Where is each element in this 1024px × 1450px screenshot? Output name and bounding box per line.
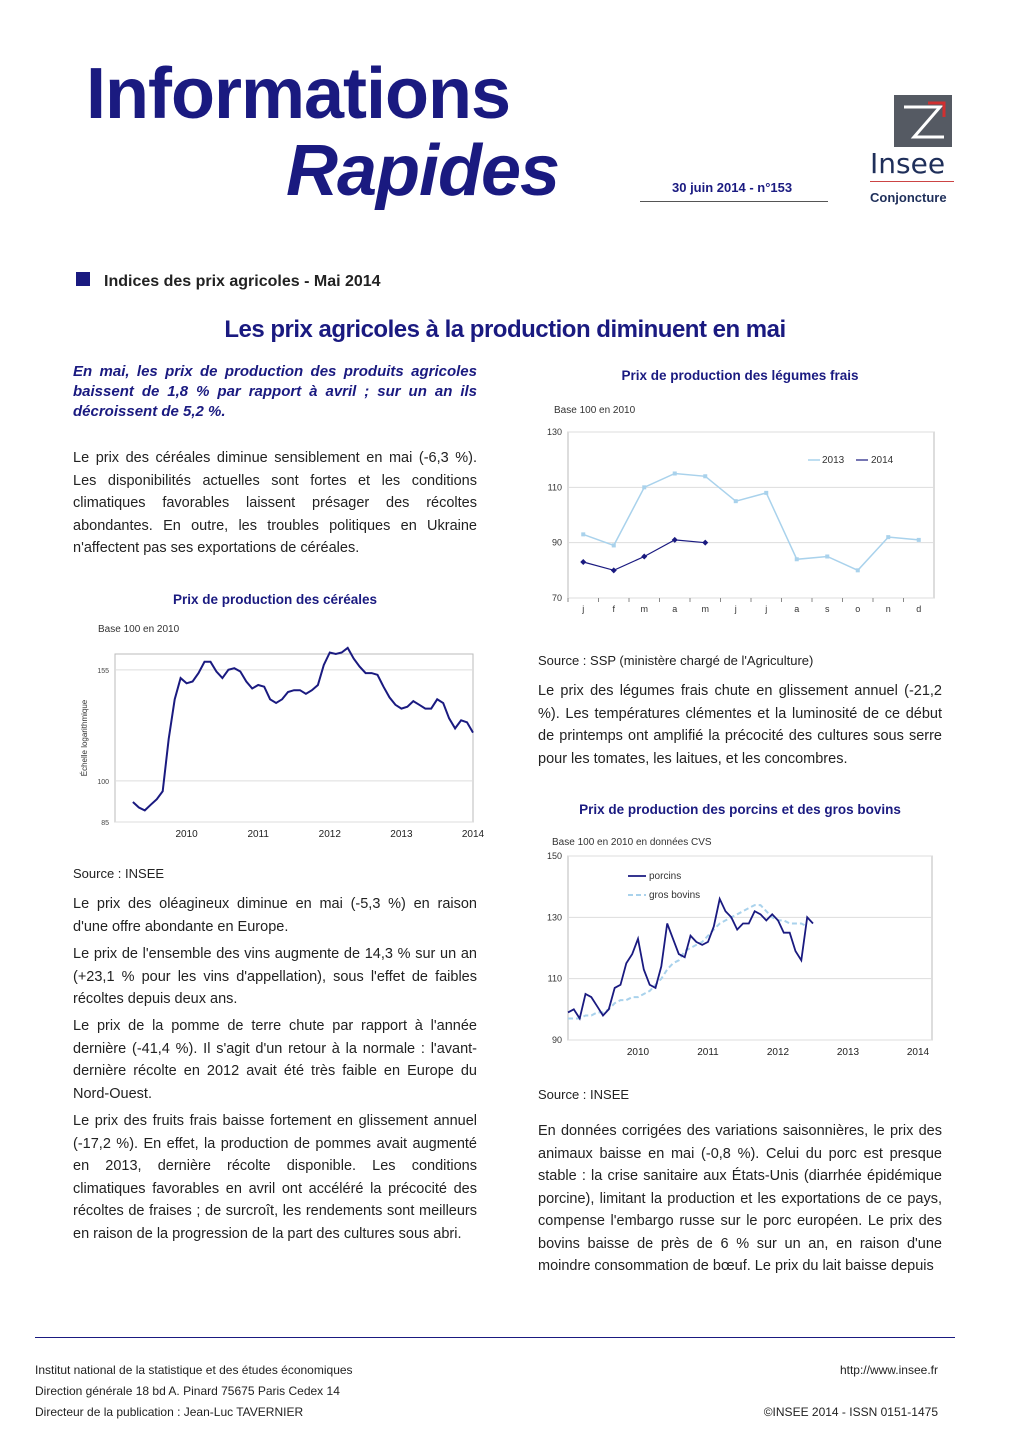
footer-url[interactable]: http://www.insee.fr [839, 1363, 938, 1377]
x-tick-label: a [794, 604, 800, 614]
data-point-2013 [581, 532, 585, 536]
lead-paragraph: En mai, les prix de production des produits agricoles baissent de 1,8 % par rapport à avril ; sur un an ils décroissent de 5,2 %. [73, 363, 477, 420]
y-tick-label: 90 [551, 1035, 562, 1045]
section-bullet-icon [76, 272, 90, 286]
footer-copyright: ©INSEE 2014 - ISSN 0151-1475 [763, 1405, 938, 1419]
data-point-2013 [825, 555, 829, 559]
x-tick-label: o [855, 604, 861, 614]
data-point-2013 [856, 568, 860, 572]
paragraph-cereales: Le prix des céréales diminue sensiblement en mai (-6,3 %). Les disponibilités actuelles sont fortes et les conditions climatiques favorables laissent présager des récoltes abondantes. En outre, les troubles politiques en Ukraine n'affectent pas ses exportations de céréales. [73, 450, 477, 556]
y-tick-label: 110 [547, 973, 562, 984]
y-tick-label: 130 [546, 427, 562, 437]
y-axis-label: Échelle logarithmique [80, 699, 89, 777]
x-tick-label: 2010 [175, 829, 198, 840]
logo-name: Insee [870, 147, 946, 180]
data-point-2013 [612, 543, 616, 547]
y-tick-label: 130 [546, 912, 562, 923]
series-line-cereales [133, 648, 473, 811]
paragraph-pomme-de-terre: Le prix de la pomme de terre chute par rapport à l'année dernière (-41,4 %). Il s'agit d'un retour à la normale : l'avant-dernière récolte en 2012 avait été très faible en Europe du Nord-Ouest. [73, 1018, 477, 1102]
source-legumes: Source : SSP (ministère chargé de l'Agriculture) [538, 653, 814, 668]
issue-underline [640, 201, 828, 202]
data-point-2014 [580, 559, 586, 565]
data-point-2013 [886, 535, 890, 539]
data-point-2013 [703, 474, 707, 478]
logo-subtitle: Conjoncture [870, 190, 947, 205]
y-tick-label: 70 [551, 593, 562, 603]
x-tick-label: j [765, 604, 768, 614]
chart-title-animaux: Prix de production des porcins et des gros bovins [579, 802, 901, 817]
paragraph-fruits: Le prix des fruits frais baisse fortement en glissement annuel (-17,2 %). En effet, la production de pommes avait augmenté en 2013, dernière récolte disponible. Les conditions climatiques favorables en avril ont accéléré la précocité des récoltes de fraises ; de surcroît, les rendements sont meilleurs en raison de la progression de la part des cultures sous abri. [73, 1113, 477, 1242]
chart-title-cereales: Prix de production des céréales [172, 592, 378, 607]
brand-title-line2: Rapides [286, 131, 560, 211]
data-point-2013 [764, 491, 768, 495]
data-point-2014 [611, 567, 617, 573]
x-tick-label: 2013 [836, 1047, 860, 1058]
data-point-2013 [673, 472, 677, 476]
chart-legumes [538, 422, 942, 627]
x-tick-label: a [672, 604, 678, 614]
footer-institute: Institut national de la statistique et des études économiques [35, 1363, 353, 1377]
x-tick-label: 2011 [247, 829, 269, 840]
data-point-2013 [795, 557, 799, 561]
x-tick-label: m [640, 604, 648, 614]
data-point-2013 [917, 538, 921, 542]
chart-cereales [73, 640, 485, 845]
x-tick-label: 2012 [766, 1047, 790, 1058]
y-tick-label: 155 [97, 667, 109, 675]
logo-divider [870, 181, 954, 182]
data-point-2013 [734, 499, 738, 503]
footer-divider [35, 1337, 955, 1338]
footer-director: Directeur de la publication : Jean-Luc TAVERNIER [35, 1405, 304, 1419]
section-title: Indices des prix agricoles - Mai 2014 [104, 273, 381, 290]
x-tick-label: m [701, 604, 709, 614]
y-tick-label: 90 [551, 537, 562, 548]
chart-animaux [538, 848, 942, 1063]
x-tick-label: 2011 [697, 1047, 719, 1058]
brand-title-line1: Informations [86, 54, 511, 134]
x-tick-label: 2014 [906, 1047, 930, 1058]
y-tick-label: 100 [97, 778, 109, 786]
headline: Les prix agricoles à la production diminuent en mai [224, 316, 786, 343]
insee-logo-icon [894, 95, 952, 147]
y-tick-label: 85 [101, 820, 109, 827]
paragraph-vins: Le prix de l'ensemble des vins augmente de 14,3 % sur un an (+23,1 % pour les vins d'appellation), sous l'effet de faibles récoltes depuis deux ans. [73, 946, 477, 1007]
chart-subtitle-animaux: Base 100 en 2010 en données CVS [552, 837, 712, 848]
legend-label-gros-bovins: gros bovins [649, 890, 701, 901]
x-tick-label: 2014 [461, 829, 485, 840]
data-point-2014 [672, 537, 678, 543]
x-tick-label: j [734, 604, 737, 614]
chart-title-legumes: Prix de production des légumes frais [621, 368, 859, 383]
chart-subtitle-legumes: Base 100 en 2010 [554, 405, 636, 416]
footer-address: Direction générale 18 bd A. Pinard 75675 Paris Cedex 14 [35, 1384, 340, 1398]
series-line-2013 [583, 474, 919, 571]
x-tick-label: d [916, 604, 922, 614]
data-point-2014 [641, 554, 647, 560]
series-line-gros-bovins [568, 905, 807, 1018]
paragraph-legumes: Le prix des légumes frais chute en glissement annuel (-21,2 %). Les températures clémentes et la luminosité de ce début de printemps ont amplifié la précocité des cultures sous serre pour les tomates, les laitues, et les concombres. [538, 683, 942, 767]
legend-label-2014: 2014 [871, 455, 894, 466]
legend-label-porcins: porcins [649, 871, 682, 882]
y-tick-label: 150 [546, 851, 562, 861]
x-tick-label: f [612, 604, 616, 614]
plot-frame [568, 856, 932, 1040]
chart-subtitle-cereales: Base 100 en 2010 [98, 624, 180, 635]
paragraph-animaux: En données corrigées des variations saisonnières, le prix des animaux baisse en mai (-0,8 %). Celui du porc est presque stable : la crise sanitaire aux États-Unis (diarrhée épidémique porcine), limitant la production et les exportations de ce pays, compense l'embargo russe sur le porc européen. Le prix des bovins baisse de près de 6 % sur un an, en raison d'une moindre consommation de bœuf. Le prix du lait baisse depuis [538, 1123, 942, 1274]
source-animaux: Source : INSEE [538, 1087, 630, 1102]
x-tick-label: 2012 [318, 829, 341, 840]
source-cereales: Source : INSEE [73, 866, 165, 881]
y-tick-label: 110 [547, 482, 562, 493]
x-tick-label: j [582, 604, 585, 614]
data-point-2013 [642, 485, 646, 489]
legend-label-2013: 2013 [822, 455, 845, 466]
x-tick-label: 2013 [390, 829, 413, 840]
x-tick-label: s [825, 604, 830, 614]
issue-date: 30 juin 2014 - n°153 [672, 180, 793, 195]
data-point-2014 [702, 540, 708, 546]
x-tick-label: 2010 [626, 1047, 650, 1058]
paragraph-oleagineux: Le prix des oléagineux diminue en mai (-5,3 %) en raison d'une offre abondante en Europe. [73, 896, 477, 935]
x-tick-label: n [885, 604, 891, 614]
